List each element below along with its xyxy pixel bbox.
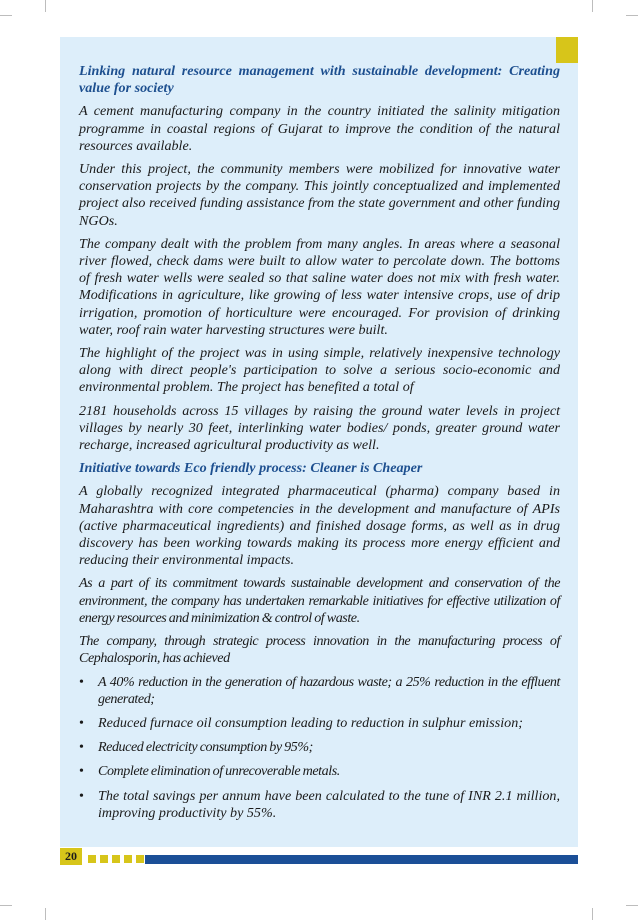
list-item [79,715,560,732]
section-heading-natural-resource: Linking natural resource management with sustainable development: Creating value for society [79,63,560,97]
footer-square [136,855,144,863]
footer-square [88,855,96,863]
list-item [79,674,560,708]
footer-square [100,855,108,863]
list-item-text: Reduced electricity consumption by 95%; [98,739,313,756]
bullet-icon: • [79,739,84,756]
paragraph: As a part of its commitment towards sustainable development and conservation of the environment, the company has undertaken remarkable initiatives for effective utilization of energy resources and minimization & control of waste. [79,575,560,626]
list-item-text: A 40% reduction in the generation of hazardous waste; a 25% reduction in the effluent generated; [98,673,560,707]
crop-mark [45,908,46,920]
crop-mark [626,15,638,16]
bullet-icon: • [79,763,84,780]
footer-square [124,855,132,863]
crop-mark [45,0,46,12]
achievements-list [79,674,560,822]
list-item-text: The total savings per annum have been calculated to the tune of INR 2.1 million, improving productivity by 55%. [98,787,560,821]
paragraph: Under this project, the community members were mobilized for innovative water conservation projects by the company. This jointly conceptualized and implemented project also received funding assistance from the state government and other funding NGOs. [79,161,560,229]
bullet-icon: • [79,787,84,804]
paragraph: The company dealt with the problem from many angles. In areas where a seasonal river flowed, check dams were built to allow water to percolate down. The bottoms of fresh water wells were sealed so that saline water does not mix with fresh water. Modifications in agriculture, like growing of less water intensive crops, use of drip irrigation, promotion of horticulture were encouraged. For provision of drinking water, roof rain water harvesting structures were built. [79,235,560,338]
corner-accent-tab [556,37,578,63]
page-number: 20 [60,848,82,865]
list-item-text: Complete elimination of unrecoverable metals. [98,763,340,780]
bullet-icon: • [79,714,84,731]
paragraph: A globally recognized integrated pharmaceutical (pharma) company based in Maharashtra with core competencies in the development and manufacture of APIs (active pharmaceutical ingredients) and finished dosage forms, as well as in drug discovery has been working towards making its process more energy efficient and reducing their environmental impacts. [79,483,560,569]
list-item [79,763,560,780]
crop-mark [592,0,593,12]
crop-mark [626,905,638,906]
paragraph: The company, through strategic process innovation in the manufacturing process of Cephalosporin, has achieved [79,633,560,667]
list-item-text: Reduced furnace oil consumption leading to reduction in sulphur emission; [98,714,523,731]
crop-mark [0,905,12,906]
list-item [79,739,560,756]
page-content [79,63,560,829]
paragraph: The highlight of the project was in using simple, relatively inexpensive technology along with direct people's participation to solve a serious socio-economic and environmental problem. The project has benefited a total of [79,345,560,396]
bullet-icon: • [79,673,84,690]
crop-mark [592,908,593,920]
list-item [79,788,560,822]
paragraph: 2181 households across 15 villages by raising the ground water levels in project villages by nearly 30 feet, interlinking water bodies/ ponds, greater ground water recharge, increased agricultural productivity as well. [79,402,560,454]
footer-square [112,855,120,863]
footer-bar [145,855,578,864]
section-heading-eco-friendly: Initiative towards Eco friendly process: Cleaner is Cheaper [79,460,423,477]
crop-mark [0,15,12,16]
paragraph: A cement manufacturing company in the country initiated the salinity mitigation programme in coastal regions of Gujarat to improve the condition of the natural resources available. [79,103,560,154]
